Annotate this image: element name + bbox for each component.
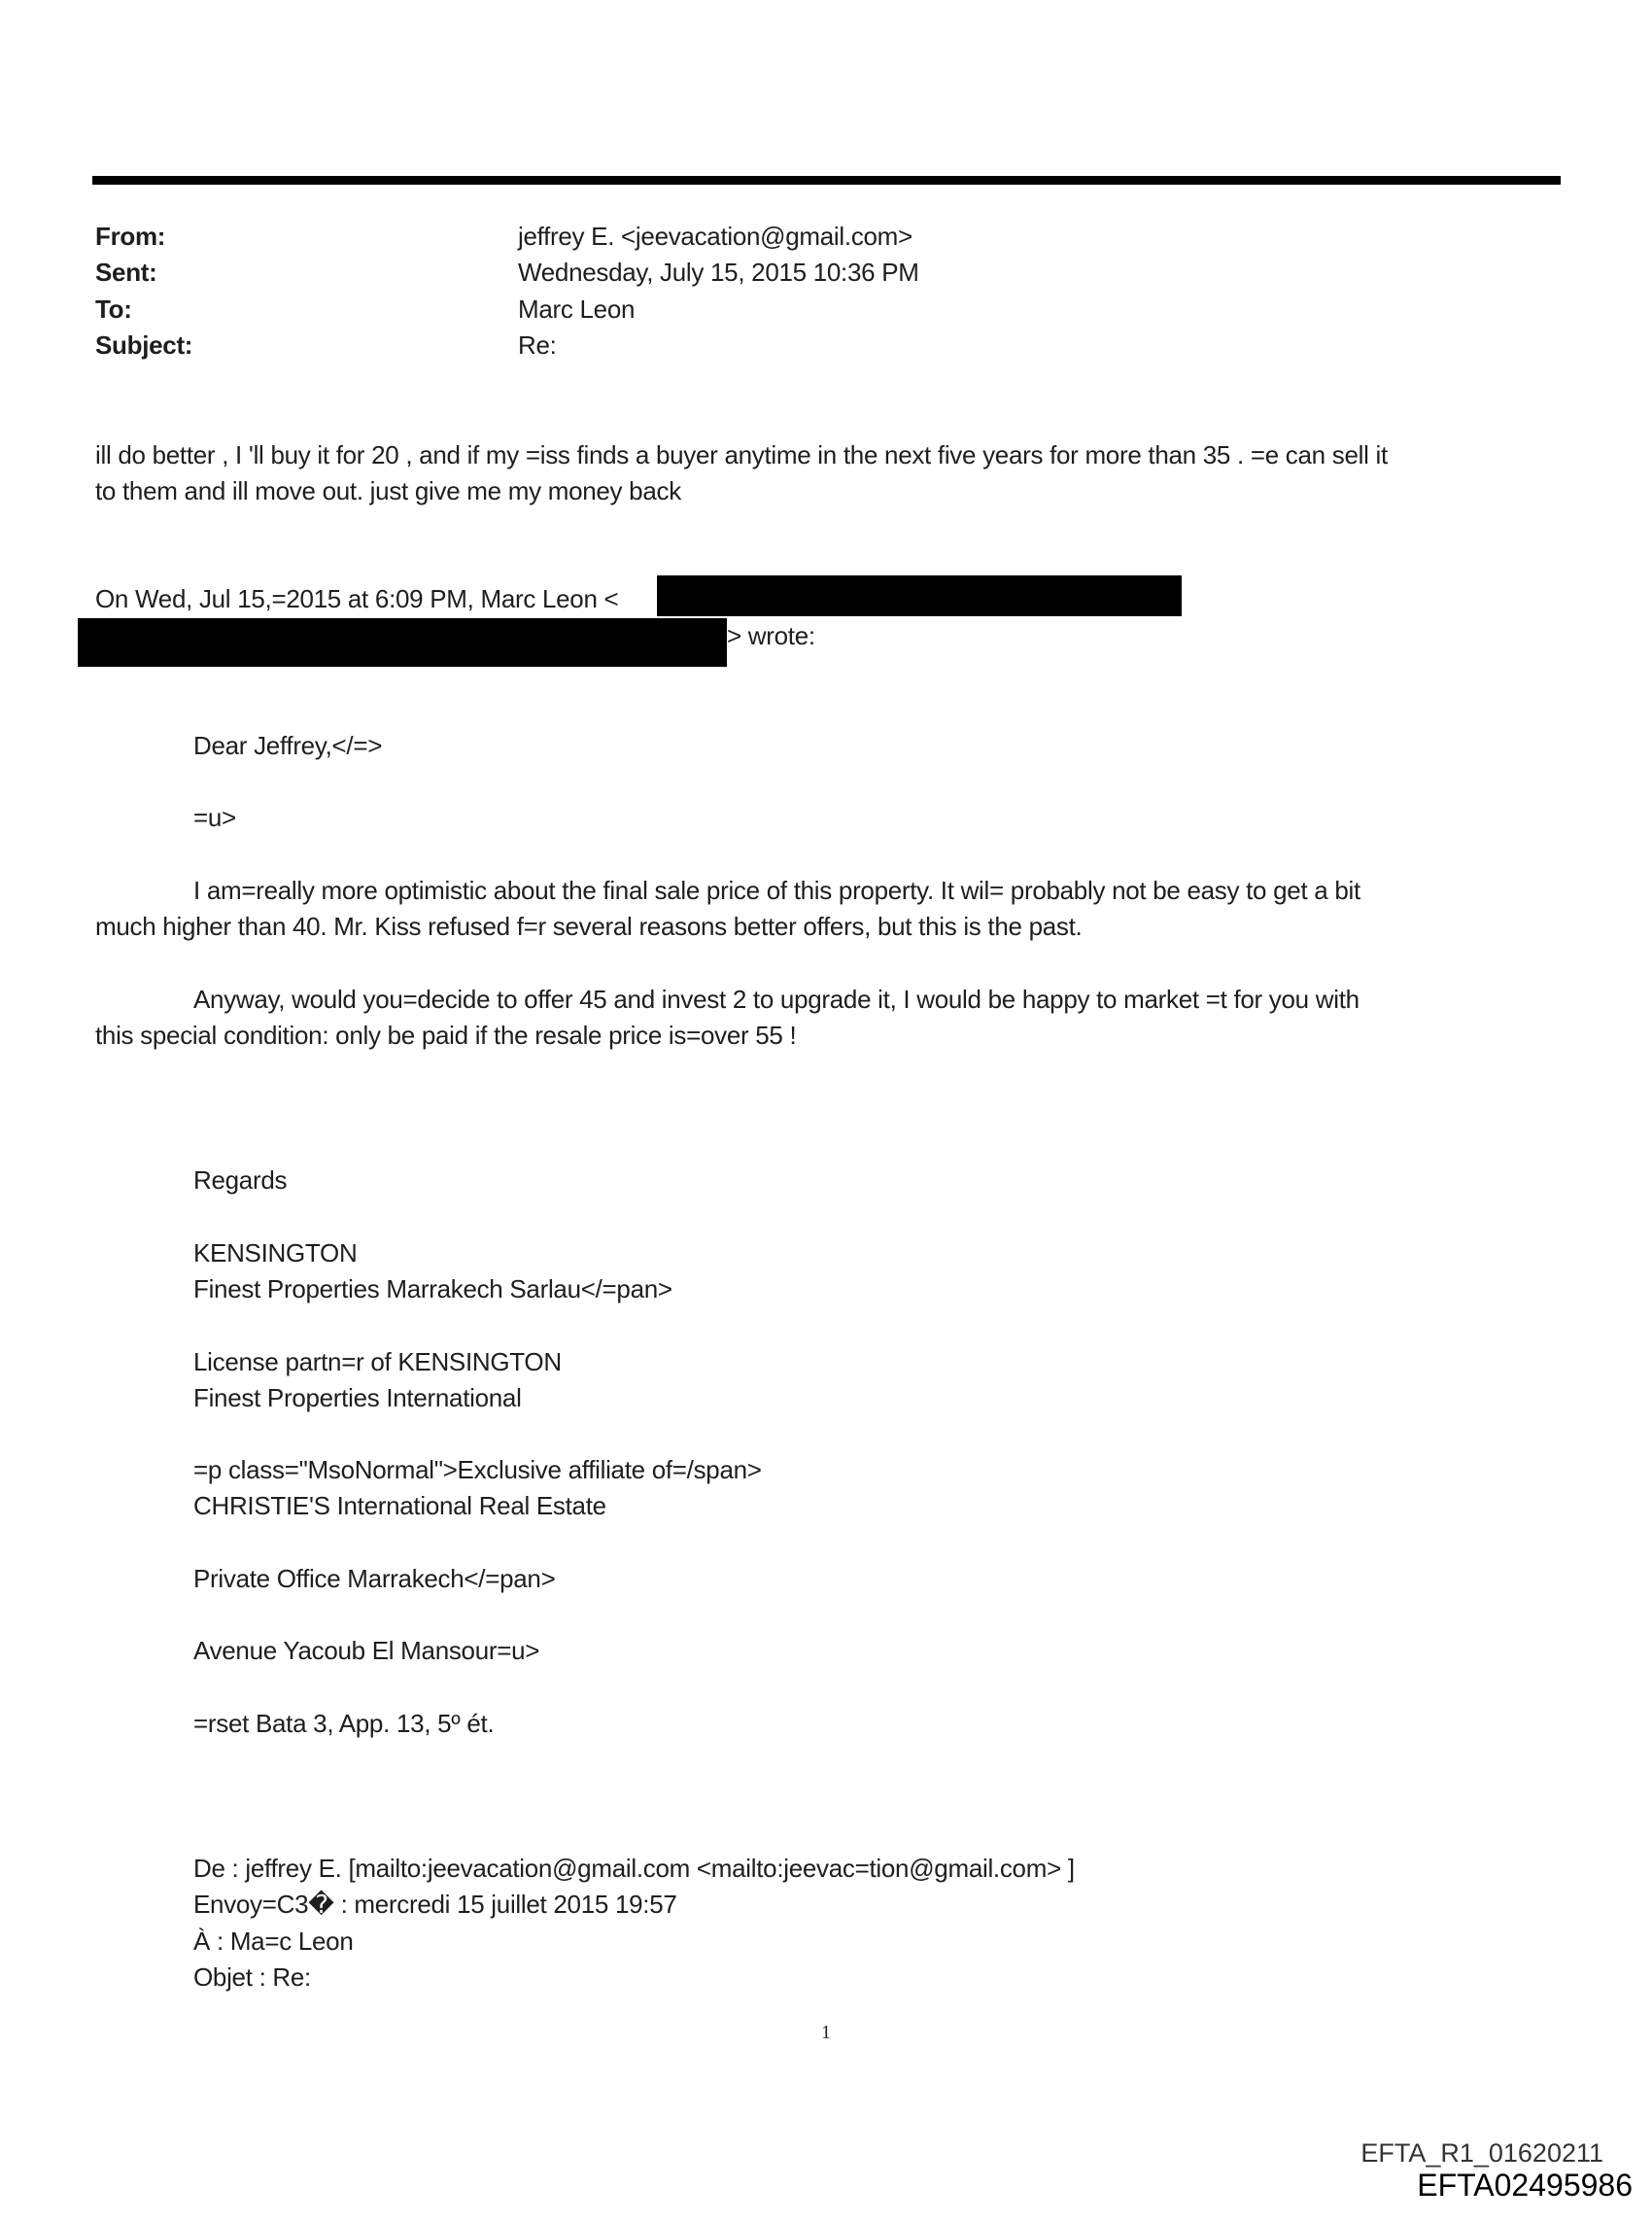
quote-header-line-1: On Wed, Jul 15,=2015 at 6:09 PM, Marc Leon < — [95, 584, 619, 613]
para1-line-1: I am=really more optimistic about the final sale price of this property. It wil= probably not be easy to get a bit — [193, 876, 1360, 905]
to-value: Marc Leon — [518, 295, 636, 324]
para2-line-1: Anyway, would you=decide to offer 45 and invest 2 to upgrade it, I would be happy to market =t for you with — [193, 985, 1359, 1014]
forwarded-sent: Envoy=C3� : mercredi 15 juillet 2015 19:57 — [193, 1890, 677, 1919]
subject-label: Subject: — [95, 330, 193, 360]
redaction-box-address — [78, 618, 727, 667]
signature-line: Avenue Yacoub El Mansour=u> — [193, 1636, 540, 1665]
forwarded-to: À : Ma=c Leon — [193, 1927, 354, 1956]
reply-line-2: to them and ill move out. just give me my money back — [95, 476, 681, 505]
para2-line-2: this special condition: only be paid if the resale price is=over 55 ! — [95, 1021, 797, 1050]
header-rule — [92, 176, 1561, 185]
para1-line-2: much higher than 40. Mr. Kiss refused f=r several reasons better offers, but this is the past. — [95, 912, 1083, 941]
bates-number: EFTA02495986 — [1417, 2168, 1633, 2203]
to-label: To: — [95, 295, 132, 324]
greeting: Dear Jeffrey,</=> — [193, 731, 383, 760]
forwarded-from: De : jeffrey E. [mailto:jeevacation@gmail.com <mailto:jeevac=tion@gmail.com> ] — [193, 1854, 1075, 1883]
from-value: jeffrey E. <jeevacation@gmail.com> — [518, 222, 912, 251]
regards: Regards — [193, 1165, 288, 1195]
signature-line: Finest Properties Marrakech Sarlau</=pan> — [193, 1274, 672, 1303]
from-label: From: — [95, 222, 166, 251]
signature-line: CHRISTIE'S International Real Estate — [193, 1491, 606, 1520]
redaction-box-email — [657, 575, 1182, 616]
page-number: 1 — [821, 2022, 831, 2043]
forwarded-subject: Objet : Re: — [193, 1962, 311, 1992]
signature-line: =p class="MsoNormal">Exclusive affiliate of=/span> — [193, 1455, 762, 1484]
signature-line: Private Office Marrakech</=pan> — [193, 1564, 556, 1593]
quote-header-line-2: > wrote: — [727, 621, 815, 650]
bates-number-r1: EFTA_R1_01620211 — [1360, 2138, 1603, 2168]
signature-line: License partn=r of KENSINGTON — [193, 1347, 562, 1376]
signature-line: =rset Bata 3, App. 13, 5º ét. — [193, 1709, 495, 1738]
subject-value: Re: — [518, 330, 557, 360]
signature-line: Finest Properties International — [193, 1383, 522, 1412]
reply-line-1: ill do better , I 'll buy it for 20 , and if my =iss finds a buyer anytime in the next five years for more than 35 . =e can sell it — [95, 440, 1388, 469]
sent-label: Sent: — [95, 258, 157, 287]
sent-value: Wednesday, July 15, 2015 10:36 PM — [518, 258, 919, 287]
encoding-artifact: =u> — [193, 803, 236, 832]
signature-line: KENSINGTON — [193, 1238, 358, 1267]
